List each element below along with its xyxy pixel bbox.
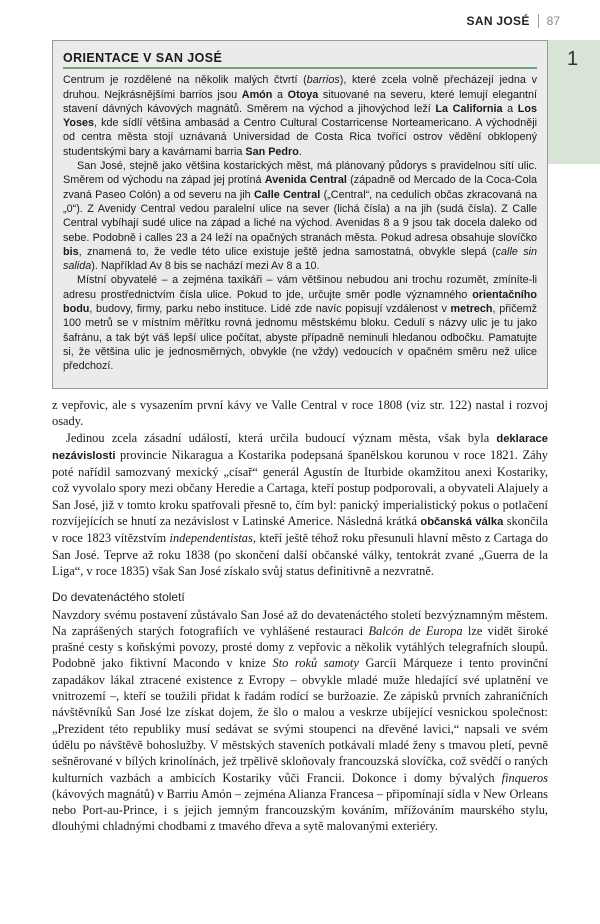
body-paragraph — [52, 607, 548, 835]
italic-term: Balcón de Europa — [368, 623, 463, 638]
page-number: 87 — [546, 14, 560, 28]
bold-term: Amón — [241, 88, 273, 101]
text-run: a — [272, 88, 288, 101]
text-run: (západně od Mercado de la Coca-Cola zvaná Paseo Colón) a od severu na jih — [63, 174, 537, 201]
text-run: , kde sídlí většina ambasád a Centro Cultural Costarricense Norteamericano. A východněji od centra města stojí uznávaná Universidad de Costa Rica tvořící ostrov vědění obklopený studentskými bary a kavárnami barria — [63, 117, 537, 158]
text-run: Navzdory svému postavení zůstávalo San José až do devatenáctého století bezvýznamným městem. Na zaprášených starých fotografiích ve vyhlášené restauraci — [52, 607, 548, 638]
box-paragraph — [63, 159, 537, 273]
bold-term: občanská válka — [420, 516, 504, 529]
italic-term: barrios — [306, 74, 340, 87]
text-run: a — [502, 102, 518, 115]
text-run: skončila v roce 1823 vítězstvím — [52, 514, 548, 546]
text-run: situované na severu, které lemují elegantní stavení dávných kávových magnátů. Směrem na východ a jihovýchod leží — [63, 88, 537, 115]
text-run: Garcíi Márqueze i tento provinční zapadákov lákal ztracené existence z Evropy – obvykle mladé muže hledající své uplatnění ve vnitrozemí –, kteří se toužili přidat k řadám rodící se buržoazie. Ze zápisků prvních zahraničních návštěvníků San José lze získat dojem, že šlo o malou a veskrze ubíjející vesnickou společnost: „Prezident této republiky musí sedávat se svými stoupenci na dřevěné lavici,“ napsali ve svém údělu po návštěvě bohoslužby. V městských staveních potkávali mladé ženy s tmavou pletí, pevně sešněrované v bílých krinolínách, jež trpělivě skloňovaly francouzská slovíčka, což svědčí o raných kulturních vazbách a ambicích Kostariky vůči Francii. Dokonce i domy bývalých — [52, 656, 548, 785]
bold-term: San Pedro — [245, 145, 299, 158]
text-run: , kteří ještě téhož roku přesunuli hlavní město z Cartaga do San José. Teprve až roku 1838 (po skončení další občanské války, tentokrát zvané „Guerra de la Liga“, v roce 1835) však San José získalo svůj status definitivně a nezvratně. — [52, 531, 548, 578]
orientation-sidebar-box — [52, 40, 548, 389]
text-run: (kávových magnátů) v Barriu Amón – zejména Alianza Francesa – připomínají sídla v New Orleans nebo Port-au-Prince, i s jejich jemným francouzským kováním, mřížováním maurského stylu, dlouhými chladnými chodbami z tmavého dřeva a sytě malovanými exteriéry. — [52, 786, 548, 834]
bold-term: La California — [435, 102, 503, 115]
box-paragraph — [63, 273, 537, 373]
section-title: SAN JOSÉ — [466, 14, 530, 28]
bold-term: Los Yoses — [63, 102, 537, 130]
text-run: ), které zcela volně přecházejí jedna v druhou. Nejkrásnějšími barrios jsou — [63, 74, 537, 101]
bold-term: deklarace nezávislosti — [52, 432, 548, 462]
running-header — [467, 14, 560, 28]
italic-term: Sto roků samoty — [272, 656, 359, 671]
text-run: lze vidět široké prašné cesty s koňskými povozy, prosté domy z vepřovic a několik vytáhlých telegrafních sloupů. Podobně jako fiktivní Macondo v knize — [52, 623, 549, 671]
bold-term: Calle Central — [253, 188, 321, 201]
bold-term: Otoya — [287, 88, 319, 101]
chapter-tab — [545, 40, 600, 164]
text-run: , znamená to, že vedle této ulice existuje ještě jedna samostatná, obvykle slepá ( — [78, 245, 496, 258]
italic-term: finqueros — [501, 770, 548, 785]
text-run: . — [298, 145, 302, 158]
header-divider — [538, 14, 539, 28]
bold-term: metrech — [450, 303, 493, 316]
text-run: , budovy, firmy, parku nebo instituce. Lidé zde navíc popisují vzdálenost v — [89, 303, 451, 316]
body-paragraph — [52, 430, 548, 580]
main-text — [52, 397, 548, 835]
box-title: ORIENTACE V SAN JOSÉ — [63, 51, 537, 69]
bold-term: Avenida Central — [264, 174, 347, 187]
text-run: provincie Nikaragua a Kostarika podepsaná španělskou korunou v roce 1821. Záhy poté nařídil samozvaný mexický „císař“ generál Agustín de Iturbide okamžitou anexi Kostariky, což vyvolalo spory mezi občany Heredie a Cartaga, kteří postup podporovali, a obyvateli Alajuely a San José, již v tomto kroku spatřovali přesně to, čím byl: panický imperialistický pokus o potlačení rozvíjejících se hnutí za nezávislost v Latinské Americe. Následná krátká — [52, 447, 548, 529]
text-run: , přičemž 100 metrů se v místním měřítku rovná jednomu městskému bloku. Cedulí s názvy ulic je tu jako šafránu, a tak být váš lepší ulice počítat, abyste případně neminuli hledanou odbočku. Pamatujte si, že většina ulic je jednosměrných, obvykle (ne vždy) vedoucích v opačném směru než ulice předchozí. — [63, 303, 537, 373]
italic-term: independentistas — [169, 531, 253, 546]
italic-term: calle sin salida — [63, 245, 537, 273]
text-run: Jedinou zcela zásadní událostí, která určila budoucí význam města, však byla — [66, 430, 497, 445]
bold-term: bis — [63, 245, 79, 258]
text-run: San José, stejně jako většina kostarických měst, má plánovaný půdorys s pravidelnou sítí ulic. Směrem od východu na západ jej protíná — [63, 160, 537, 187]
chapter-number: 1 — [566, 48, 579, 70]
section-heading: Do devatenáctého století — [52, 590, 185, 605]
body-paragraph — [52, 397, 548, 430]
text-run: z vepřovic, ale s vysazením první kávy ve Valle Central v roce 1808 (viz str. 122) nastal i rozvoj osady. — [52, 398, 548, 429]
bold-term: orientačního bodu — [63, 288, 537, 316]
box-paragraph — [63, 73, 537, 159]
text-run: Místní obyvatelé – a zejména taxikáři – vám většinou nebudou ani trochu rozumět, zmíníte-li adresu prostřednictvím čísla ulice. Pokud to jde, určujte směr podle významného — [63, 274, 537, 301]
text-run: Centrum je rozdělené na několik malých čtvrtí ( — [63, 74, 307, 87]
text-run: ). Například Av 8 bis se nachází mezi Av 8 a 10. — [91, 260, 320, 273]
text-run: („Central“, na cedulích občas zkracovaná na „0“). Z Avenidy Central vedou paralelní ulice na sever (lichá čísla) a na jih (sudá čísla). Z Calle Central vybíhají sudé ulice na západ a liché na východ. Avenidas 8 a 9 jsou tak docela daleko od sebe. Podobně i calles 23 a 24 leží na opačných stranách města. Pokud adresa obsahuje slovíčko — [63, 188, 537, 244]
